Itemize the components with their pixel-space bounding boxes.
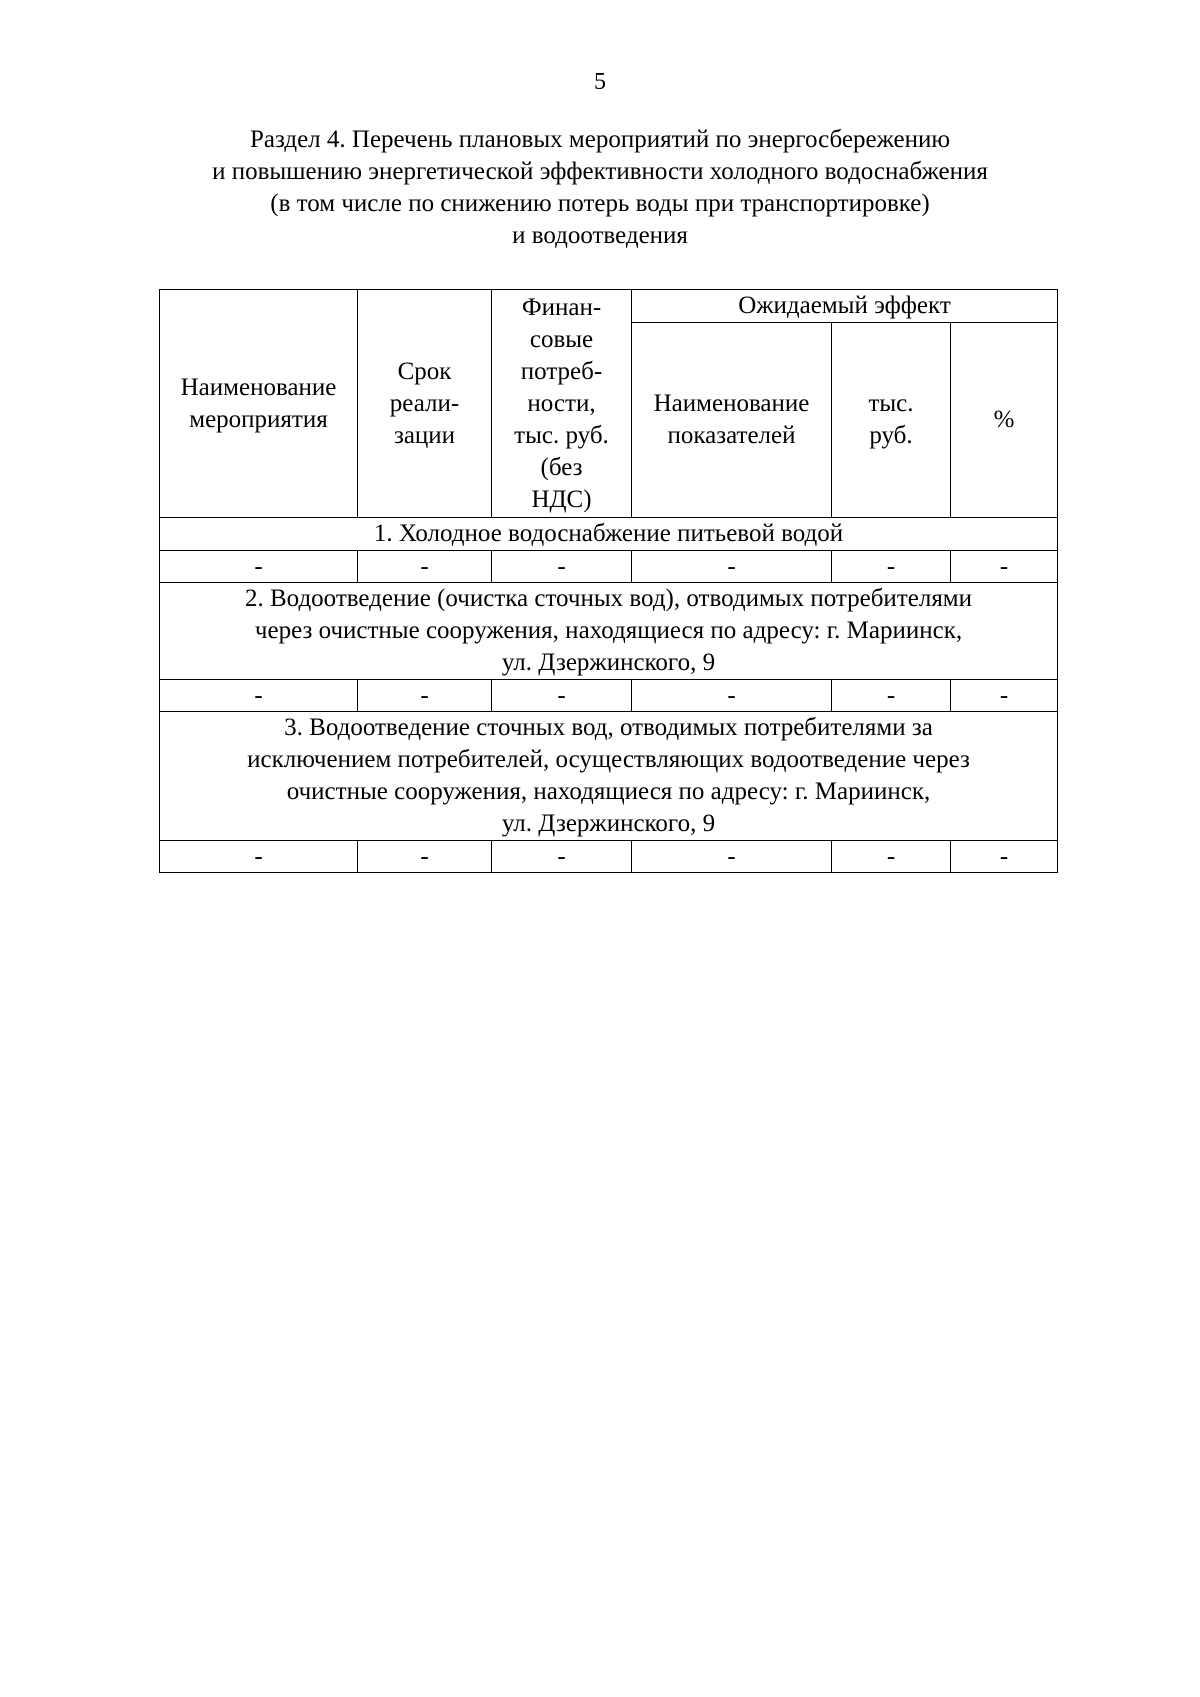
header-text: тыс. руб. — [514, 421, 609, 449]
table-cell: - — [951, 551, 1058, 583]
header-thousand-rub — [832, 323, 951, 518]
table-cell: - — [832, 551, 951, 583]
header-text: ности, — [527, 389, 596, 417]
section-title-line: (в том числе по снижению потерь воды при транспортировке) — [270, 190, 930, 217]
header-percent: % — [951, 323, 1058, 518]
header-text: зации — [393, 421, 456, 449]
section-title-line: и повышению энергетической эффективности холодного водоснабжения — [212, 158, 988, 185]
header-text: (без — [540, 453, 583, 481]
section-title-line: и водоотведения — [512, 222, 688, 249]
section-heading-line: ул. Дзержинского, 9 — [501, 810, 716, 837]
table-cell: - — [160, 680, 358, 712]
header-text: показателей — [667, 422, 796, 449]
table-row — [160, 841, 1058, 873]
section-heading-line: 2. Водоотведение (очистка сточных вод), отводимых потребителями — [244, 585, 973, 612]
section-heading-line: через очистные сооружения, находящиеся по адресу: г. Мариинск, — [254, 617, 963, 644]
header-text: потреб- — [520, 357, 603, 385]
table-cell: - — [492, 841, 632, 873]
section-title-line: Раздел 4. Перечень плановых мероприятий по энергосбережению — [249, 126, 951, 153]
table-cell: - — [832, 680, 951, 712]
table-cell: - — [832, 841, 951, 873]
header-text: реали- — [389, 389, 460, 417]
table-cell: - — [632, 680, 832, 712]
table-cell: - — [492, 551, 632, 583]
header-text: тыс. — [868, 390, 914, 417]
table-row — [160, 680, 1058, 712]
header-expected-effect: Ожидаемый эффект — [632, 290, 1058, 323]
section-heading-3 — [160, 712, 1058, 841]
header-text: НДС) — [531, 485, 592, 513]
section-heading-line: очистные сооружения, находящиеся по адресу: г. Мариинск, — [286, 778, 931, 805]
table-cell: - — [632, 551, 832, 583]
table-cell: - — [492, 680, 632, 712]
header-text: руб. — [869, 422, 913, 449]
page-number: 5 — [594, 69, 606, 95]
header-financial-needs — [492, 290, 632, 518]
section-heading-line: 3. Водоотведение сточных вод, отводимых потребителями за — [284, 714, 933, 741]
section-title — [100, 124, 1100, 252]
header-event-name — [160, 290, 358, 518]
table-cell: - — [358, 841, 492, 873]
table-cell: - — [160, 551, 358, 583]
section-heading-line: ул. Дзержинского, 9 — [501, 649, 716, 676]
table-cell: - — [160, 841, 358, 873]
section-heading-line: 1. Холодное водоснабжение питьевой водой — [373, 520, 844, 547]
header-text: Срок — [397, 357, 452, 385]
header-indicator-name — [632, 323, 832, 518]
header-text: Финан- — [521, 293, 602, 321]
table-cell: - — [358, 680, 492, 712]
header-term — [358, 290, 492, 518]
measures-table — [159, 289, 1058, 873]
table-cell: - — [632, 841, 832, 873]
header-text: Наименование — [180, 373, 337, 401]
header-text: мероприятия — [189, 405, 328, 433]
table-cell: - — [951, 841, 1058, 873]
table-row — [160, 551, 1058, 583]
header-text: Наименование — [653, 390, 810, 417]
table-cell: - — [951, 680, 1058, 712]
section-heading-line: исключением потребителей, осуществляющих водоотведение через — [247, 746, 970, 773]
header-text: совые — [529, 325, 594, 353]
table-cell: - — [358, 551, 492, 583]
section-heading-2 — [160, 583, 1058, 680]
section-heading-1 — [160, 518, 1058, 551]
